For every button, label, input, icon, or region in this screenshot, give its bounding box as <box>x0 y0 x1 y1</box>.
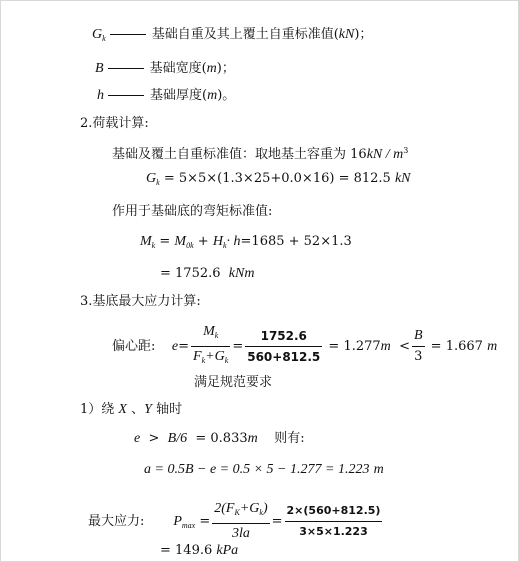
eccentricity-formula: 偏心距: e= $\frac{M_k}{F_k+G_k}$ = $\frac{1752.6}{560+812.5}$ = 1.277m < $\frac{B}{3}$ = 1.667 m <box>112 323 497 370</box>
pmax-result: = 149.6 kPa <box>160 543 239 558</box>
mk-formula: $M_k = M_{0k} + H_k\cdot h=1685 + 52\times 1.3$ <box>140 234 352 250</box>
moment-title: 作用于基础底的弯矩标准值: <box>112 204 273 219</box>
symbol-b: B <box>95 61 104 76</box>
dash-divider <box>110 34 146 35</box>
axis-line: 1）绕 X 、Y 轴时 <box>80 402 183 417</box>
a-formula: a = 0.5B − e = 0.5 × 5 − 1.277 = 1.223 m <box>144 462 384 477</box>
fraction-numeric: $\frac{1752.6}{560+812.5}$ <box>247 329 321 364</box>
symbol-gk: $G_k$ <box>92 27 106 43</box>
condition-line: e > B/6 = 0.833m 则有: <box>134 431 305 446</box>
satisfy-note: 满足规范要求 <box>194 375 273 390</box>
dash-divider <box>108 95 144 96</box>
symbol-h: h <box>97 88 104 103</box>
fraction-pmax-symbolic: $\frac{2(F_K+G_k)}{3la}$ <box>214 501 268 541</box>
fraction-pmax-numeric: $\frac{2\times(560+812.5)}{3\times 5\times 1.223}$ <box>285 502 383 541</box>
def-h-line: h 基础厚度(m)。 <box>97 88 236 103</box>
def-b-line: B 基础宽度(m)； <box>95 61 235 76</box>
def-gk-line: $G_k$ 基础自重及其上覆土自重标准值(kN)； <box>92 27 373 43</box>
fraction-mk-over-fk-gk: $\frac{M_k}{F_k+G_k}$ <box>191 323 230 370</box>
gk-formula: $G_k = 5\times 5\times(1.3\times 25+0.0\times 16) = 812.5$ kN <box>146 171 411 187</box>
section-3-heading: 3.基底最大应力计算: <box>80 294 201 309</box>
section-2-heading: 2.荷载计算: <box>80 116 149 131</box>
pmax-formula: 最大应力: $P_{max}$ = $\frac{2(F_K+G_k)}{3la}$ = $\frac{2\times(560+812.5)}{3\times 5\times 1.223}$ <box>88 501 381 541</box>
mk-result: = 1752.6 kNm <box>160 266 255 281</box>
self-weight-line: 基础及覆土自重标准值：取地基土容重为 $16kN / m^3$ <box>112 146 409 162</box>
fraction-b-over-3: $\frac{B}{3}$ <box>413 328 423 364</box>
dash-divider <box>108 68 144 69</box>
